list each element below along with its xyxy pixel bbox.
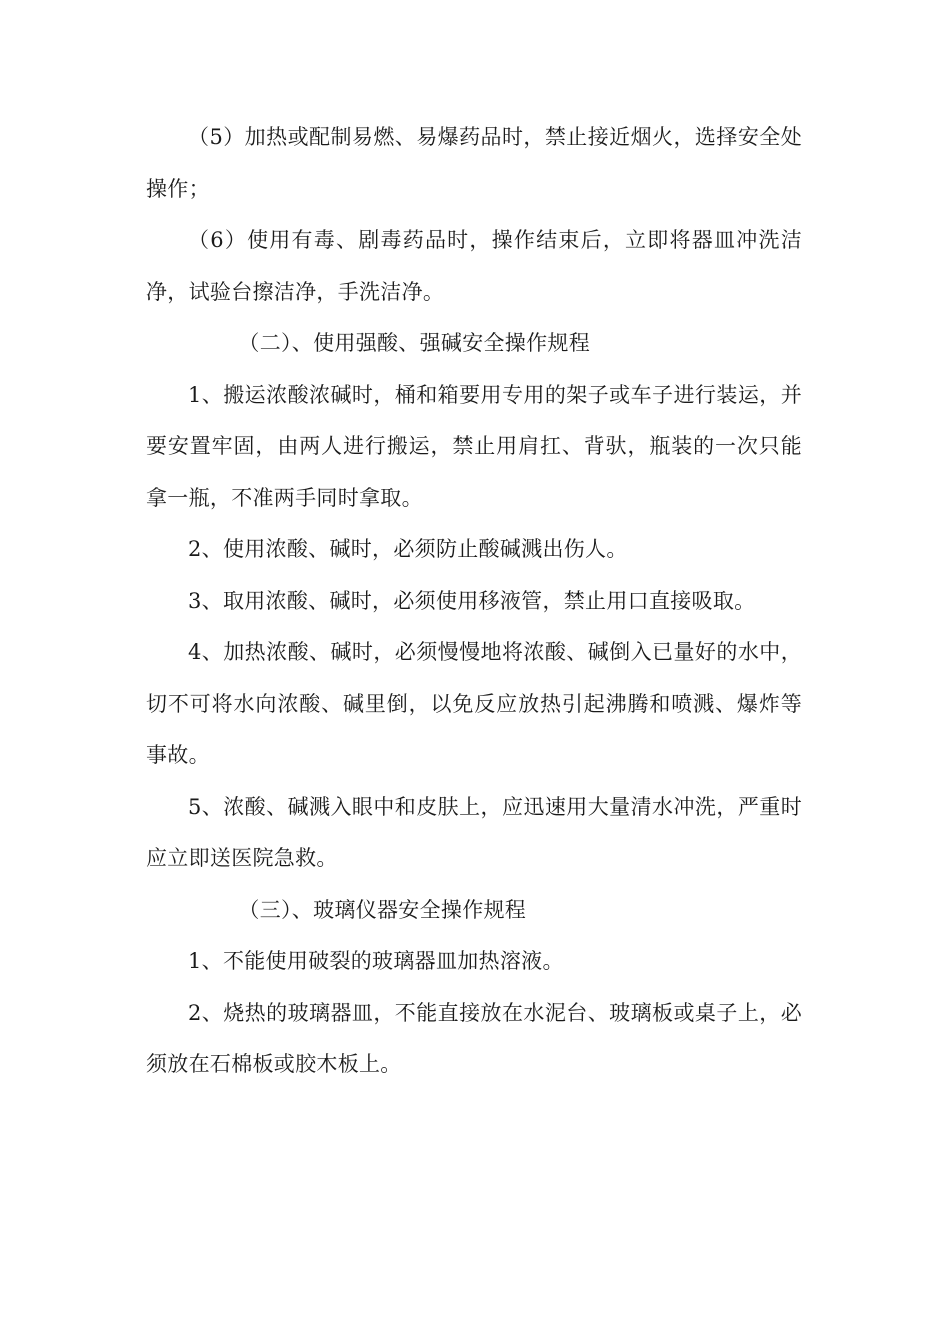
paragraph-item-5: （5）加热或配制易燃、易爆药品时，禁止接近烟火，选择安全处操作； — [146, 125, 802, 201]
section-heading-glassware: （三）、玻璃仪器安全操作规程 — [238, 897, 527, 922]
paragraph-acid-3: 3、取用浓酸、碱时，必须使用移液管，禁止用口直接吸取。 — [188, 588, 756, 613]
paragraph-acid-2: 2、使用浓酸、碱时，必须防止酸碱溅出伤人。 — [188, 537, 628, 561]
paragraph-item-6: （6）使用有毒、剧毒药品时，操作结束后，立即将器皿冲洗洁净，试验台擦洁净，手洗洁净。 — [146, 228, 802, 304]
paragraph-glass-2: 2、烧热的玻璃器皿，不能直接放在水泥台、玻璃板或桌子上，必须放在石棉板或胶木板上。 — [146, 1000, 802, 1076]
paragraph-acid-5: 5、浓酸、碱溅入眼中和皮肤上，应迅速用大量清水冲洗，严重时应立即送医院急救。 — [146, 794, 802, 870]
paragraph-acid-1: 1、搬运浓酸浓碱时，桶和箱要用专用的架子或车子进行装运，并要安置牢固，由两人进行搬运，禁止用肩扛、背驮，瓶装的一次只能拿一瓶，不准两手同时拿取。 — [146, 382, 802, 510]
document-page — [146, 112, 802, 1091]
paragraph-acid-4: 4、加热浓酸、碱时，必须慢慢地将浓酸、碱倒入已量好的水中，切不可将水向浓酸、碱里倒，以免反应放热引起沸腾和喷溅、爆炸等事故。 — [146, 640, 802, 767]
paragraph-glass-1: 1、不能使用破裂的玻璃器皿加热溶液。 — [188, 949, 564, 973]
section-heading-acid-base: （二）、使用强酸、强碱安全操作规程 — [238, 331, 590, 355]
